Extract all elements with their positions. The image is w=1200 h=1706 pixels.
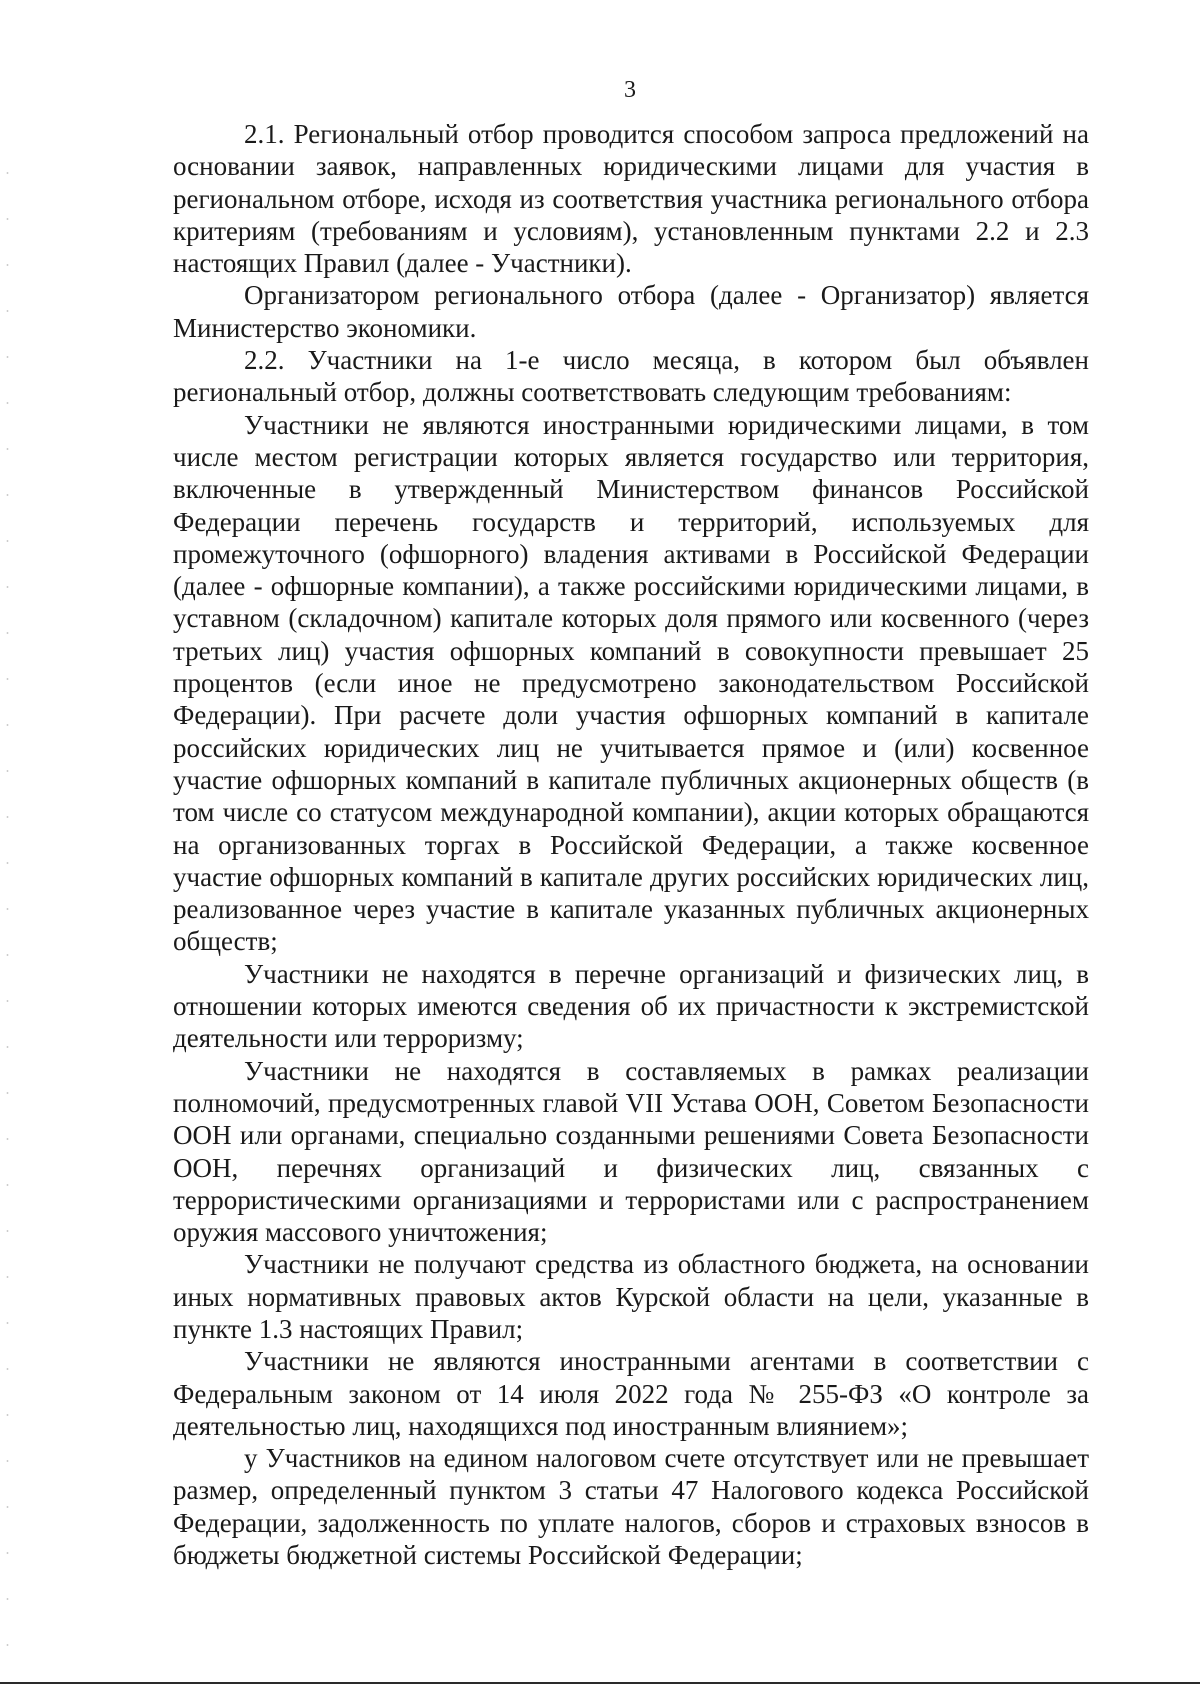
document-body [173,118,1089,1571]
paragraph-2-2: 2.2. Участники на 1-е число месяца, в котором был объявлен региональный отбор, должны соответствовать следующим требованиям: [173,345,1089,408]
paragraph-offshore-requirement: Участники не являются иностранными юридическими лицами, в том числе местом регистрации которых является государство или территория, включенные в утвержденный Министерством финансов Российской Федерации перечень государств и территорий, используемых для промежуточного (офшорного) владения активами в Российской Федерации (далее - офшорные компании), а также российскими юридическими лицами, в уставном (складочном) капитале которых доля прямого или косвенного (через третьих лиц) участия офшорных компаний в совокупности превышает 25 процентов (если иное не предусмотрено законодательством Российской Федерации). При расчете доли участия офшорных компаний в капитале российских юридических лиц не учитывается прямое и (или) косвенное участие офшорных компаний в капитале публичных акционерных обществ (в том числе со статусом международной компании), акции которых обращаются на организованных торгах в Российской Федерации, а также косвенное участие офшорных компаний в капитале других российских юридических лиц, реализованное через участие в капитале указанных публичных акционерных обществ; [173,409,1089,957]
paragraph-organizer: Организатором регионального отбора (далее - Организатор) является Министерство экономики. [173,280,1089,343]
scan-edge-marks [6,150,9,1650]
paragraph-tax-debt-requirement: у Участников на едином налоговом счете отсутствует или не превышает размер, определенный пунктом 3 статьи 47 Налогового кодекса Российской Федерации, задолженность по уплате налогов, сборов и страховых взносов в бюджеты бюджетной системы Российской Федерации; [173,1443,1089,1571]
paragraph-foreign-agent-requirement: Участники не являются иностранными агентами в соответствии с Федеральным законом от 14 июля 2022 года № 255-ФЗ «О контроле за деятельностью лиц, находящихся под иностранным влиянием»; [173,1346,1089,1441]
page-number: 3 [624,77,636,103]
scan-bottom-line [0,1682,1200,1684]
paragraph-2-1: 2.1. Региональный отбор проводится способом запроса предложений на основании заявок, направленных юридическими лицами для участия в региональном отборе, исходя из соответствия участника регионального отбора критериям (требованиям и условиям), установленным пунктами 2.2 и 2.3 настоящих Правил (далее - Участники). [173,119,1089,279]
paragraph-budget-requirement: Участники не получают средства из областного бюджета, на основании иных нормативных правовых актов Курской области на цели, указанные в пункте 1.3 настоящих Правил; [173,1249,1089,1344]
paragraph-extremism-requirement: Участники не находятся в перечне организаций и физических лиц, в отношении которых имеются сведения об их причастности к экстремистской деятельности или терроризму; [173,958,1089,1054]
paragraph-un-sanctions-requirement: Участники не находятся в составляемых в рамках реализации полномочий, предусмотренных главой VII Устава ООН, Советом Безопасности ООН или органами, специально созданными решениями Совета Безопасности ООН, перечнях организаций и физических лиц, связанных с террористическими организациями и террористами или с распространением оружия массового уничтожения; [173,1055,1089,1248]
